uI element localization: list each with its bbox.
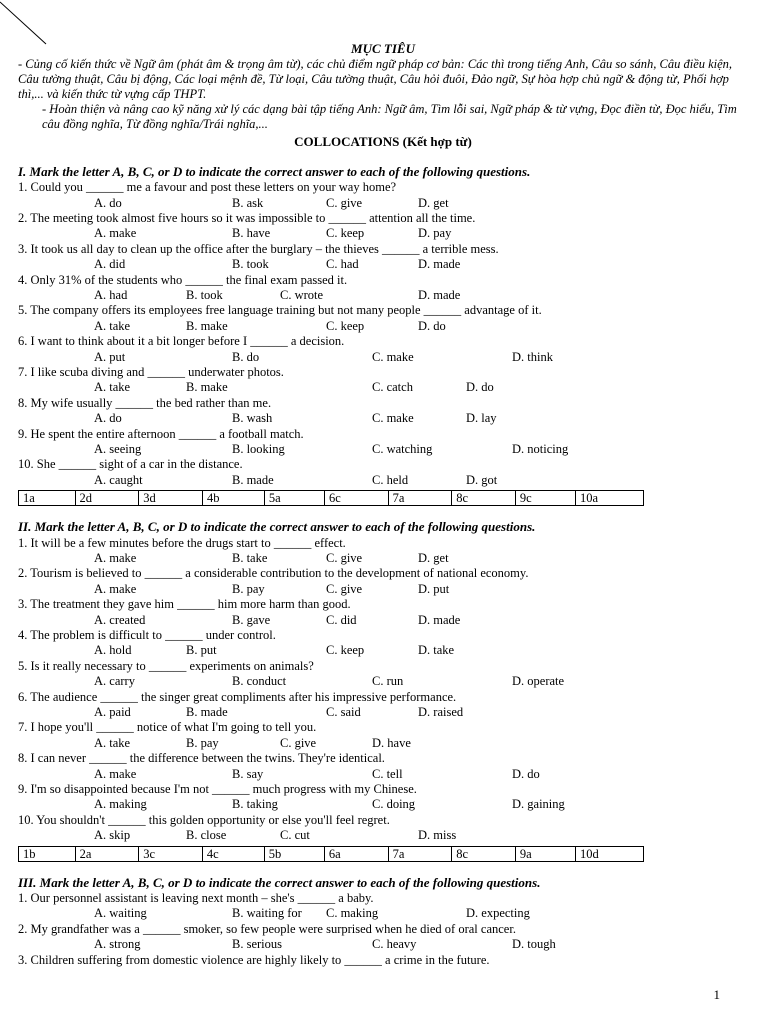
question-text: 10. She ______ sight of a car in the distance. xyxy=(18,457,243,472)
answer-option: A. put xyxy=(94,349,126,364)
answer-key-cell: 9a xyxy=(515,846,575,861)
answer-options xyxy=(18,736,748,751)
exercise-section xyxy=(18,519,748,861)
answer-option: D. operate xyxy=(512,674,565,689)
answer-option: C. held xyxy=(372,472,409,487)
question-text: 3. Children suffering from domestic violence are highly likely to ______ a crime in the future. xyxy=(18,952,490,967)
answer-option: D. made xyxy=(418,257,461,272)
answer-option: C. tell xyxy=(372,766,403,781)
question-text: 9. I'm so disappointed because I'm not ______ much progress with my Chinese. xyxy=(18,781,417,796)
answer-key-cell: 3d xyxy=(139,491,203,506)
answer-option: C. said xyxy=(326,704,361,719)
section-heading: II. Mark the letter A, B, C, or D to indicate the correct answer to each of the following questions. xyxy=(18,519,536,535)
answer-key-cell: 8c xyxy=(452,491,516,506)
question-text: 5. The company offers its employees free language training but not many people ______ advantage of it. xyxy=(18,303,542,318)
objective-1: - Củng cố kiến thức về Ngữ âm (phát âm & trọng âm từ), các chủ điểm ngữ pháp cơ bản: Các thì trong tiếng Anh, Câu so sánh, Câu điều kiện, Câu tường thuật, Câu bị động, Các loại mệnh đề, Từ loại, Câu tường thuật, Câu hỏi đuôi, Đảo ngữ, Sự hòa hợp chủ ngữ & động từ, Phối hợp thì,... và kiến thức từ vựng cấp THPT. xyxy=(18,57,733,102)
answer-options xyxy=(18,828,748,843)
question-text: 2. My grandfather was a ______ smoker, so few people were surprised when he died of oral cancer. xyxy=(18,921,516,936)
answer-option: A. waiting xyxy=(94,906,147,921)
answer-key-cell: 6a xyxy=(324,846,388,861)
answer-option: B. took xyxy=(232,257,269,272)
page-title: MỤC TIÊU xyxy=(351,41,415,56)
question-text: 2. The meeting took almost five hours so it was impossible to ______ attention all the time. xyxy=(18,211,476,226)
answer-option: D. got xyxy=(466,472,498,487)
answer-option: B. gave xyxy=(232,612,271,627)
answer-key-table xyxy=(18,846,644,862)
answer-option: B. conduct xyxy=(232,674,287,689)
answer-options xyxy=(18,643,748,658)
answer-key-cell: 10a xyxy=(576,491,644,506)
question-text: 7. I like scuba diving and ______ underwater photos. xyxy=(18,365,284,379)
answer-option: B. pay xyxy=(232,581,265,596)
answer-option: C. cut xyxy=(280,828,310,843)
answer-option: D. expecting xyxy=(466,906,530,921)
answer-option: C. doing xyxy=(372,797,416,812)
question-text: 5. Is it really necessary to ______ experiments on animals? xyxy=(18,658,314,673)
answer-option: D. miss xyxy=(418,828,457,843)
answer-option: B. pay xyxy=(186,735,219,750)
section-subtitle: COLLOCATIONS (Kết hợp từ) xyxy=(294,134,472,150)
question-text: 6. I want to think about it a bit longer before I ______ a decision. xyxy=(18,334,345,349)
answer-option: A. make xyxy=(94,581,137,596)
answer-option: A. do xyxy=(94,195,122,210)
answer-option: A. did xyxy=(94,257,126,272)
answer-option: C. catch xyxy=(372,380,413,395)
answer-option: A. making xyxy=(94,797,147,812)
question-text: 4. Only 31% of the students who ______ the final exam passed it. xyxy=(18,272,348,287)
answer-option: C. make xyxy=(372,411,414,426)
answer-options xyxy=(18,442,748,457)
answer-option: D. take xyxy=(418,643,455,658)
question-text: 8. I can never ______ the difference between the twins. They're identical. xyxy=(18,751,385,766)
objectives xyxy=(18,57,748,132)
page-number: 1 xyxy=(713,987,720,1002)
answer-option: B. take xyxy=(232,551,268,565)
answer-option: C. making xyxy=(326,906,379,921)
section-heading: III. Mark the letter A, B, C, or D to indicate the correct answer to each of the following questions. xyxy=(18,874,541,890)
worksheet-page xyxy=(18,41,748,981)
answer-key-cell: 8c xyxy=(452,846,516,861)
answer-option: B. made xyxy=(186,704,228,719)
answer-option: A. take xyxy=(94,318,131,333)
answer-options xyxy=(18,906,748,921)
answer-key-cell: 5a xyxy=(264,491,324,506)
question-text: 9. He spent the entire afternoon ______ a football match. xyxy=(18,426,304,441)
answer-option: C. watching xyxy=(372,442,433,456)
answer-option: B. close xyxy=(186,828,227,843)
answer-option: D. do xyxy=(512,766,540,781)
answer-option: D. pay xyxy=(418,226,452,241)
answer-option: D. do xyxy=(466,380,494,395)
answer-option: B. do xyxy=(232,349,260,364)
answer-option: D. tough xyxy=(512,937,556,952)
answer-option: D. made xyxy=(418,288,461,303)
answer-key-cell: 9c xyxy=(515,491,575,506)
answer-option: A. make xyxy=(94,551,137,565)
answer-option: B. looking xyxy=(232,442,285,456)
answer-options xyxy=(18,350,748,365)
answer-option: D. raised xyxy=(418,704,464,719)
answer-option: A. carry xyxy=(94,674,135,689)
answer-option: B. taking xyxy=(232,797,278,812)
question-text: 4. The problem is difficult to ______ under control. xyxy=(18,627,276,642)
answer-option: A. hold xyxy=(94,643,132,658)
answer-option: C. heavy xyxy=(372,937,417,952)
answer-option: C. wrote xyxy=(280,288,324,303)
answer-options xyxy=(18,288,748,303)
answer-options xyxy=(18,674,748,689)
question-text: 3. It took us all day to clean up the office after the burglary – the thieves ______ a terrible mess. xyxy=(18,241,499,256)
answer-option: C. give xyxy=(326,551,363,565)
answer-options xyxy=(18,797,748,812)
answer-option: A. make xyxy=(94,226,137,241)
answer-option: B. ask xyxy=(232,195,264,210)
answer-option: A. take xyxy=(94,380,131,395)
answer-options xyxy=(18,767,748,782)
question-text: 1. Our personnel assistant is leaving next month – she's ______ a baby. xyxy=(18,890,374,905)
answer-options xyxy=(18,196,748,211)
answer-key-table xyxy=(18,490,644,506)
answer-key-cell: 4c xyxy=(202,846,264,861)
answer-options xyxy=(18,257,748,272)
answer-option: D. do xyxy=(418,318,446,333)
answer-options xyxy=(18,613,748,628)
question-text: 6. The audience ______ the singer great compliments after his impressive performance. xyxy=(18,689,457,704)
exercise-section xyxy=(18,164,748,506)
answer-option: B. say xyxy=(232,766,264,781)
answer-option: D. gaining xyxy=(512,797,565,812)
answer-options xyxy=(18,380,748,395)
answer-option: B. have xyxy=(232,226,271,241)
answer-option: B. make xyxy=(186,318,228,333)
answer-option: C. make xyxy=(372,349,414,364)
answer-options xyxy=(18,705,748,720)
answer-key-cell: 2a xyxy=(75,846,139,861)
answer-key-cell: 6c xyxy=(325,491,389,506)
answer-key-cell: 7a xyxy=(388,846,452,861)
answer-option: B. took xyxy=(186,288,223,303)
answer-option: A. strong xyxy=(94,937,141,952)
answer-option: A. paid xyxy=(94,704,131,719)
answer-options xyxy=(18,319,748,334)
answer-option: D. lay xyxy=(466,411,497,426)
answer-option: A. seeing xyxy=(94,442,142,456)
answer-option: D. made xyxy=(418,612,461,627)
answer-option: C. give xyxy=(326,195,363,210)
answer-option: A. do xyxy=(94,411,122,426)
answer-option: D. get xyxy=(418,551,449,565)
question-text: 10. You shouldn't ______ this golden opportunity or else you'll feel regret. xyxy=(18,812,390,827)
answer-option: C. had xyxy=(326,257,359,272)
answer-key-cell: 1b xyxy=(19,846,76,861)
answer-options xyxy=(18,582,748,597)
answer-option: D. think xyxy=(512,349,553,364)
answer-option: C. run xyxy=(372,674,404,689)
answer-key-cell: 1a xyxy=(19,491,76,506)
answer-option: B. waiting for xyxy=(232,906,302,921)
answer-options xyxy=(18,551,748,566)
answer-option: D. noticing xyxy=(512,442,569,456)
question-text: 8. My wife usually ______ the bed rather than me. xyxy=(18,395,272,410)
answer-option: A. caught xyxy=(94,472,143,487)
answer-option: C. give xyxy=(280,735,317,750)
question-text: 2. Tourism is believed to ______ a considerable contribution to the development of national economy. xyxy=(18,566,529,581)
answer-key-cell: 5b xyxy=(264,846,324,861)
answer-option: B. wash xyxy=(232,411,273,426)
answer-option: A. make xyxy=(94,766,137,781)
answer-key-cell: 3c xyxy=(139,846,203,861)
answer-key-cell: 4b xyxy=(202,491,264,506)
answer-option: B. put xyxy=(186,643,217,658)
answer-option: C. keep xyxy=(326,318,365,333)
answer-option: C. keep xyxy=(326,643,365,658)
answer-options xyxy=(18,411,748,426)
answer-option: A. had xyxy=(94,288,128,303)
question-text: 7. I hope you'll ______ notice of what I'm going to tell you. xyxy=(18,720,317,735)
answer-option: C. give xyxy=(326,581,363,596)
answer-option: D. put xyxy=(418,581,450,596)
answer-option: C. did xyxy=(326,612,357,627)
exercise-sections xyxy=(18,164,748,968)
answer-key-cell: 10d xyxy=(575,846,643,861)
objective-2: - Hoàn thiện và nâng cao kỹ năng xử lý các dạng bài tập tiếng Anh: Ngữ âm, Tìm lỗi sai, Ngữ pháp & từ vựng, Đọc điền từ, Đọc hiểu, Tìm câu đồng nghĩa, Từ đồng nghĩa/Trái nghĩa,... xyxy=(42,102,737,132)
answer-option: A. skip xyxy=(94,828,131,843)
answer-option: B. make xyxy=(186,380,228,395)
answer-option: C. keep xyxy=(326,226,365,241)
answer-option: A. created xyxy=(94,612,146,627)
answer-options xyxy=(18,226,748,241)
question-text: 3. The treatment they gave him ______ him more harm than good. xyxy=(18,597,351,612)
answer-options xyxy=(18,473,748,488)
answer-option: D. have xyxy=(372,735,411,750)
exercise-section xyxy=(18,875,748,968)
answer-option: A. take xyxy=(94,735,131,750)
answer-key-cell: 7a xyxy=(388,491,452,506)
answer-key-cell: 2d xyxy=(75,491,139,506)
question-text: 1. Could you ______ me a favour and post these letters on your way home? xyxy=(18,180,397,195)
answer-option: B. made xyxy=(232,472,274,487)
question-text: 1. It will be a few minutes before the drugs start to ______ effect. xyxy=(18,535,346,550)
section-heading: I. Mark the letter A, B, C, or D to indicate the correct answer to each of the following questions. xyxy=(18,163,531,179)
answer-option: D. get xyxy=(418,195,449,210)
answer-options xyxy=(18,937,748,952)
answer-option: B. serious xyxy=(232,937,282,952)
